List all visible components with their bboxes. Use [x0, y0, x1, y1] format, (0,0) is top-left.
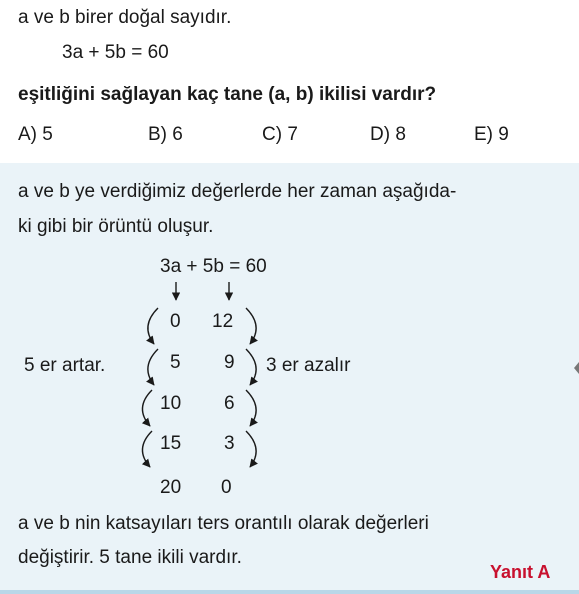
b-value-1: 9 — [224, 352, 235, 373]
curved-arrow-icon — [142, 390, 152, 426]
solution-equation: 3a + 5b = 60 — [160, 256, 267, 277]
b-value-0: 12 — [212, 311, 234, 332]
curved-arrow-icon — [246, 308, 256, 344]
solution-line-1: a ve b ye verdiğimiz değerlerde her zaman aşağıda- — [18, 181, 457, 202]
answer-label: Yanıt A — [490, 562, 551, 582]
solution-line-2: ki gibi bir örüntü oluşur. — [18, 216, 214, 237]
question-equation: 3a + 5b = 60 — [62, 42, 169, 63]
curved-arrow-icon — [142, 431, 152, 467]
right-note: 3 er azalır — [266, 355, 351, 376]
curved-arrow-icon — [246, 431, 256, 467]
a-value-4: 20 — [160, 477, 182, 498]
b-value-4: 0 — [221, 477, 232, 498]
question-intro: a ve b birer doğal sayıdır. — [18, 7, 232, 28]
choice-d: D) 8 — [370, 124, 406, 145]
a-value-1: 5 — [170, 352, 181, 373]
a-value-2: 10 — [160, 393, 182, 414]
curved-arrow-icon — [246, 390, 256, 426]
conclusion-line-2: değiştirir. 5 tane ikili vardır. — [18, 547, 242, 568]
choice-a: A) 5 — [18, 124, 53, 145]
b-value-3: 3 — [224, 433, 235, 454]
choice-c: C) 7 — [262, 124, 298, 145]
choice-b: B) 6 — [148, 124, 183, 145]
curved-arrow-icon — [246, 349, 256, 385]
question-prompt: eşitliğini sağlayan kaç tane (a, b) ikilisi vardır? — [18, 84, 437, 105]
a-value-0: 0 — [170, 311, 181, 332]
b-value-2: 6 — [224, 393, 235, 414]
conclusion-line-1: a ve b nin katsayıları ters orantılı olarak değerleri — [18, 513, 429, 534]
a-value-3: 15 — [160, 433, 182, 454]
curved-arrow-icon — [148, 349, 158, 385]
curved-arrow-icon — [148, 308, 158, 344]
choice-e: E) 9 — [474, 124, 509, 145]
left-note: 5 er artar. — [24, 355, 106, 376]
